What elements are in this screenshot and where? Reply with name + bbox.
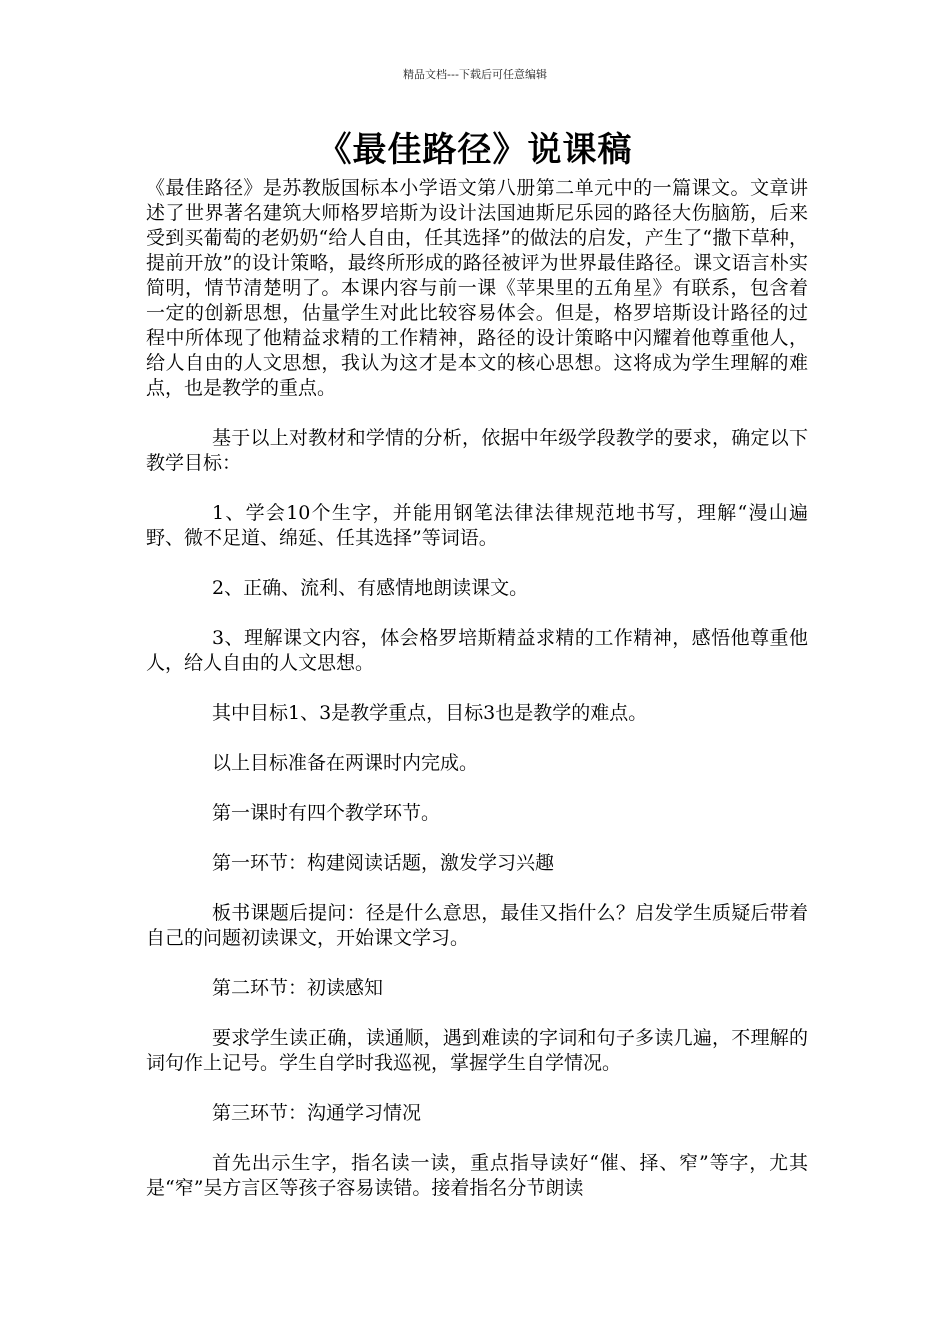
paragraph: 以上目标准备在两课时内完成。 (212, 752, 479, 774)
document-body (146, 176, 808, 1226)
header-note: 精品文档---下载后可任意编辑 (403, 68, 547, 81)
paragraph-goal-2: 2、正确、流利、有感情地朗读课文。 (212, 577, 529, 599)
section-heading: 第二环节：初读感知 (212, 977, 384, 999)
paragraph-goal-3: 3、理解课文内容，体会格罗培斯精益求精的工作精神，感悟他尊重他人，给人自由的人文思想。 (146, 627, 808, 674)
paragraph: 要求学生读正确，读通顺，遇到难读的字词和句子多读几遍，不理解的词句作上记号。学生自学时我巡视，掌握学生自学情况。 (146, 1027, 808, 1074)
document-title: 《最佳路径》说课稿 (317, 130, 633, 170)
paragraph-goal-1: 1、学会10个生字，并能用钢笔法律法律规范地书写，理解“漫山遍野、微不足道、绵延、任其选择”等词语。 (146, 502, 808, 549)
paragraph-intro: 《最佳路径》是苏教版国标本小学语文第八册第二单元中的一篇课文。文章讲述了世界著名建筑大师格罗培斯为设计法国迪斯尼乐园的路径大伤脑筋，后来受到买葡萄的老奶奶“给人自由，任其选择”的做法的启发，产生了“撒下草种，提前开放”的设计策略，最终所形成的路径被评为世界最佳路径。课文语言朴实简明，情节清楚明了。本课内容与前一课《苹果里的五角星》有联系，包含着一定的创新思想，估量学生对此比较容易体会。但是，格罗培斯设计路径的过程中所体现了他精益求精的工作精神，路径的设计策略中闪耀着他尊重他人，给人自由的人文思想，我认为这才是本文的核心思想。这将成为学生理解的难点，也是教学的重点。 (146, 177, 808, 399)
paragraph: 基于以上对教材和学情的分析，依据中年级学段教学的要求，确定以下教学目标： (146, 427, 808, 474)
section-heading: 第一环节：构建阅读话题，激发学习兴趣 (212, 852, 555, 874)
paragraph: 板书课题后提问：径是什么意思，最佳又指什么？启发学生质疑后带着自己的问题初读课文，开始课文学习。 (146, 902, 808, 949)
paragraph: 首先出示生字，指名读一读，重点指导读好“催、择、窄”等字，尤其是“窄”吴方言区等孩子容易读错。接着指名分节朗读 (146, 1152, 808, 1199)
section-heading: 第三环节：沟通学习情况 (212, 1102, 422, 1124)
paragraph: 第一课时有四个教学环节。 (212, 802, 441, 824)
paragraph: 其中目标1、3是教学重点，目标3也是教学的难点。 (212, 702, 648, 724)
